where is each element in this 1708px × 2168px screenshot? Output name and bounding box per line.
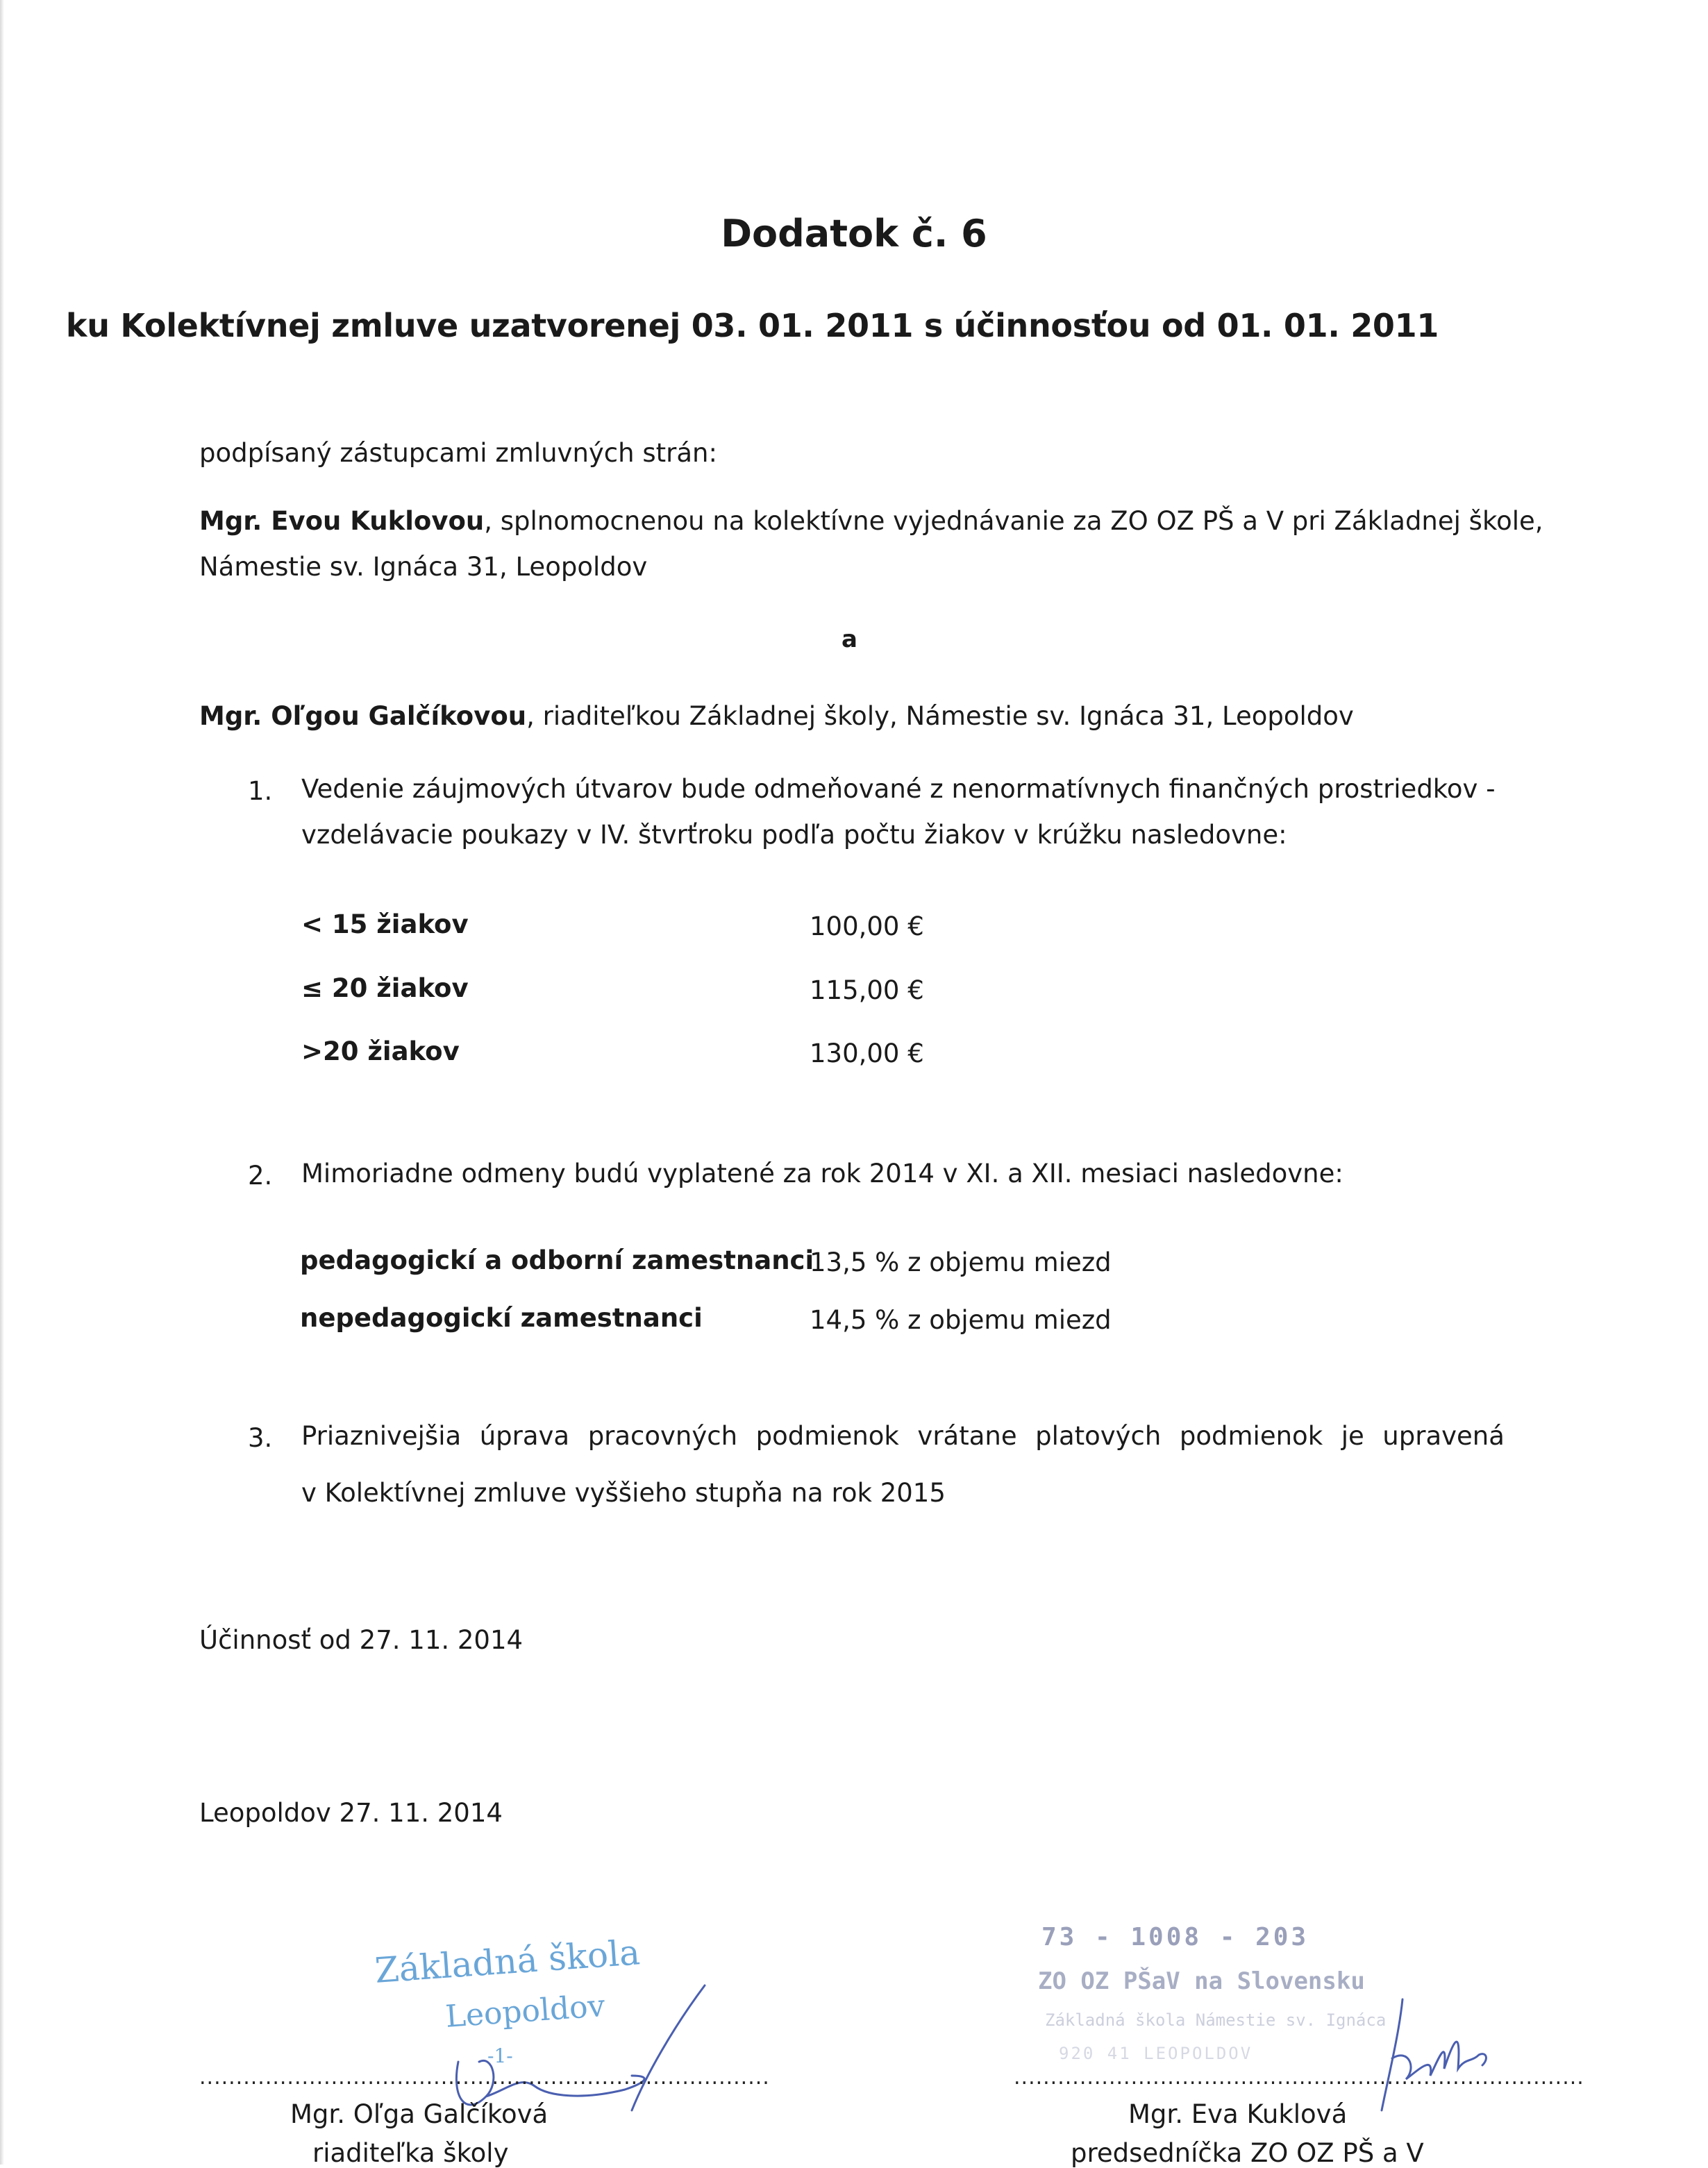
item1-line1: Vedenie záujmových útvarov bude odmeňované z nenormatívnych finančných prostriedkov -: [301, 774, 1496, 804]
party2-name: Mgr. Oľgou Galčíkovou: [199, 701, 527, 731]
item2-number: 2.: [248, 1161, 273, 1191]
signatory-left-name: Mgr. Oľga Galčíková: [290, 2099, 549, 2129]
item3-word: pracovných: [587, 1421, 738, 1451]
item3-word: podmienok: [755, 1421, 899, 1451]
item1-row3-label: >20 žiakov: [301, 1036, 460, 1066]
party1-name: Mgr. Evou Kuklovou: [199, 506, 485, 536]
school-stamp-line2: Leopoldov: [444, 1988, 606, 2035]
item1-row3-value: 130,00 €: [810, 1039, 924, 1068]
item1-row1-value: 100,00 €: [810, 911, 924, 941]
school-stamp-line3: -1-: [487, 2044, 513, 2067]
union-stamp-line2: ZO OZ PŠaV na Slovensku: [1038, 1967, 1365, 1995]
document-title: Dodatok č. 6: [721, 212, 987, 255]
item3-line1: [301, 1423, 1505, 1449]
signatory-right-role: predsedníčka ZO OZ PŠ a V: [1071, 2138, 1424, 2168]
party1-address: Námestie sv. Ignáca 31, Leopoldov: [199, 552, 648, 582]
party2-line: [199, 703, 1354, 729]
signature-right: [1375, 1992, 1500, 2117]
signatory-right-name: Mgr. Eva Kuklová: [1128, 2099, 1348, 2129]
signature-line-left: ..............................................................................: [199, 2065, 770, 2090]
item3-word: Priaznivejšia: [301, 1421, 462, 1451]
document-subtitle: ku Kolektívnej zmluve uzatvorenej 03. 01. 2011 s účinnosťou od 01. 01. 2011: [65, 307, 1439, 344]
intro-text: podpísaný zástupcami zmluvných strán:: [199, 438, 717, 468]
item3-word: platových: [1035, 1421, 1162, 1451]
union-stamp-line3: Základná škola Námestie sv. Ignáca: [1045, 2010, 1387, 2030]
item3-word: úprava: [479, 1421, 570, 1451]
party2-description: , riaditeľkou Základnej školy, Námestie sv. Ignáca 31, Leopoldov: [526, 701, 1354, 731]
item3-word: upravená: [1382, 1421, 1505, 1451]
item3-number: 3.: [248, 1423, 273, 1453]
item3-line2: v Kolektívnej zmluve vyššieho stupňa na rok 2015: [301, 1478, 946, 1508]
item2-row2-value: 14,5 % z objemu miezd: [810, 1305, 1112, 1335]
item3-word: podmienok: [1179, 1421, 1323, 1451]
place-date: Leopoldov 27. 11. 2014: [199, 1798, 503, 1828]
item1-line2: vzdelávacie poukazy v IV. štvrťroku podľa počtu žiakov v krúžku nasledovne:: [301, 820, 1287, 850]
item1-row1-label: < 15 žiakov: [301, 909, 469, 939]
signature-line-right: ..............................................................................: [1014, 2065, 1584, 2090]
item3-word: je: [1341, 1421, 1364, 1451]
party1-description: , splnomocnenou na kolektívne vyjednávanie za ZO OZ PŠ a V pri Základnej škole,: [484, 506, 1543, 536]
union-stamp-line1: 73 - 1008 - 203: [1041, 1923, 1309, 1951]
item2-row2-label: nepedagogickí zamestnanci: [300, 1303, 703, 1333]
item2-row1-value: 13,5 % z objemu miezd: [810, 1247, 1112, 1277]
effective-date: Účinnosť od 27. 11. 2014: [199, 1625, 524, 1655]
item1-row2-label: ≤ 20 žiakov: [301, 973, 469, 1003]
union-stamp-line4: 920 41 LEOPOLDOV: [1059, 2044, 1253, 2063]
item2-line1: Mimoriadne odmeny budú vyplatené za rok 2014 v XI. a XII. mesiaci nasledovne:: [301, 1159, 1343, 1188]
item1-number: 1.: [248, 776, 273, 806]
item1-row2-value: 115,00 €: [810, 975, 924, 1005]
item2-row1-label: pedagogickí a odborní zamestnanci: [300, 1245, 814, 1275]
signatory-left-role: riaditeľka školy: [312, 2138, 509, 2168]
item3-word: vrátane: [917, 1421, 1017, 1451]
school-stamp-line1: Základná škola: [374, 1932, 642, 1991]
and-conjunction: a: [842, 625, 857, 653]
party1-line1: [199, 508, 1543, 534]
